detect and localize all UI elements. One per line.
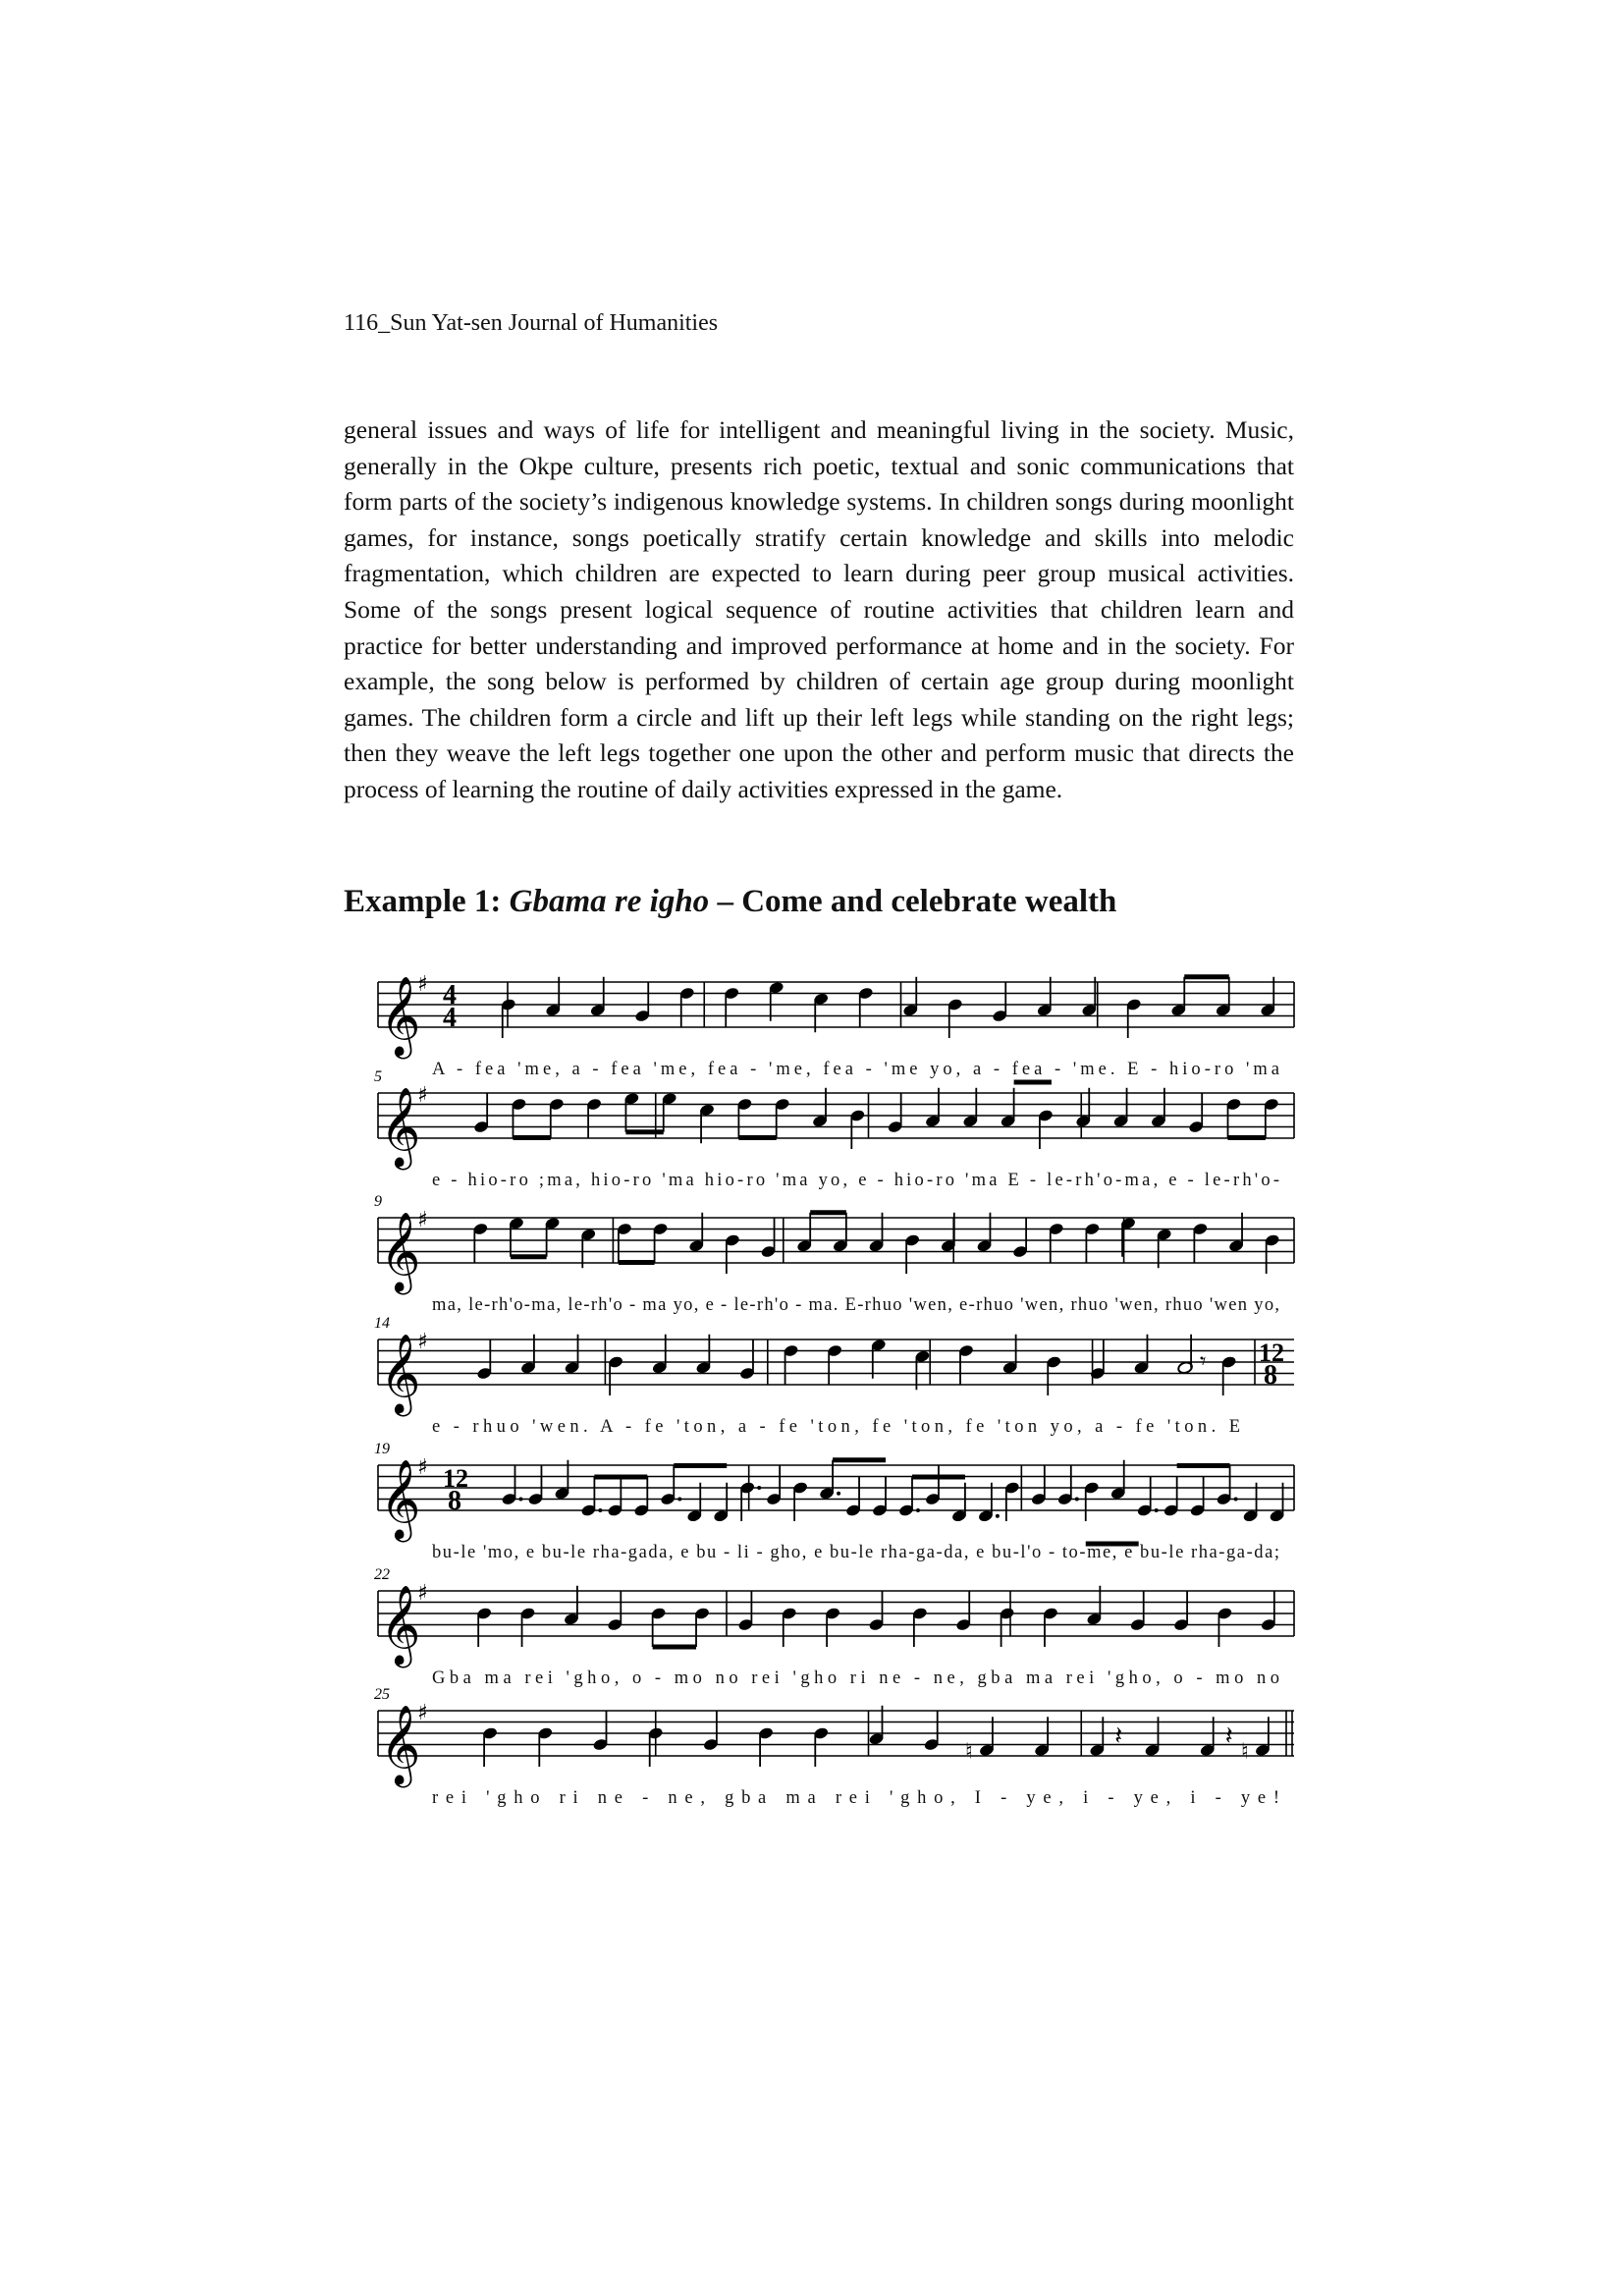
time-signature-top: 4 bbox=[443, 980, 457, 1011]
measure-number: 22 bbox=[374, 1566, 390, 1583]
lyrics-line: A - fea 'me, a - fea 'me, fea - 'me, fea - 'me yo, a - fea - 'me. E - hio-ro 'ma bbox=[432, 1060, 1279, 1079]
example-label: Example 1: bbox=[344, 884, 502, 919]
measure-number: 19 bbox=[374, 1441, 390, 1457]
treble-clef-icon: 𝄞 bbox=[380, 1086, 421, 1167]
staff-system bbox=[374, 1193, 1294, 1315]
example-title-rest: – Come and celebrate wealth bbox=[709, 884, 1117, 919]
time-signature-bottom: 8 bbox=[1264, 1360, 1277, 1391]
rest-icon: 𝄾 bbox=[1200, 1347, 1207, 1375]
rhythm-dot bbox=[598, 1508, 602, 1512]
staff-system bbox=[374, 1068, 1294, 1190]
body-paragraph: general issues and ways of life for intelligent and meaningful living in the society. Music, generally in the Okpe culture, presents rich poetic, textual and sonic communications that form parts of the society’s indigenous knowledge systems. In children songs during moonlight games, for instance, songs poetically stratify certain knowledge and skills into melodic fragmentation, which children are expected to learn during peer group musical activities. Some of the songs present logical sequence of routine activities that children learn and practice for better understanding and improved performance at home and in the society. For example, the song below is performed by children of certain age group during moonlight games. The children form a circle and lift up their left legs while standing on the right legs; then they weave the left legs together one upon the other and perform music that directs the process of learning the routine of daily activities expressed in the game. bbox=[344, 415, 1294, 803]
treble-clef-icon: 𝄞 bbox=[380, 1211, 421, 1291]
sharp-icon: ♯ bbox=[417, 1701, 428, 1725]
treble-clef-icon: 𝄞 bbox=[380, 1704, 421, 1784]
rhythm-dot bbox=[518, 1498, 522, 1502]
rhythm-dot bbox=[1155, 1508, 1159, 1512]
measure-number: 14 bbox=[374, 1315, 390, 1332]
staff-system bbox=[374, 1315, 1294, 1437]
measure-number: 9 bbox=[374, 1193, 382, 1210]
rhythm-dot bbox=[757, 1486, 761, 1490]
time-signature-top: 12 bbox=[1259, 1339, 1284, 1367]
sharp-icon: ♯ bbox=[417, 1330, 428, 1354]
rhythm-dot bbox=[916, 1508, 920, 1512]
rhythm-dot bbox=[1234, 1498, 1238, 1502]
staff-system bbox=[378, 972, 1294, 1079]
time-signature-top: 12 bbox=[443, 1464, 468, 1493]
sharp-icon: ♯ bbox=[417, 972, 428, 997]
staff-system bbox=[374, 1441, 1294, 1562]
sharp-icon: ♯ bbox=[417, 1208, 428, 1232]
time-signature-bottom: 8 bbox=[448, 1486, 461, 1516]
staff-system bbox=[374, 1686, 1294, 1808]
rhythm-dot bbox=[677, 1498, 681, 1502]
sharp-icon: ♯ bbox=[417, 1581, 428, 1606]
rhythm-dot bbox=[1075, 1498, 1079, 1502]
natural-icon: ♮ bbox=[1240, 1739, 1249, 1765]
rhythm-dot bbox=[996, 1514, 1000, 1518]
natural-icon: ♮ bbox=[964, 1739, 973, 1765]
measure-number: 25 bbox=[374, 1686, 390, 1703]
staff-system bbox=[374, 1566, 1294, 1688]
rest-icon: 𝄽 bbox=[1224, 1722, 1233, 1751]
treble-clef-icon: 𝄞 bbox=[380, 1584, 421, 1665]
treble-clef-icon: 𝄞 bbox=[380, 1333, 421, 1413]
rhythm-dot bbox=[837, 1492, 840, 1496]
treble-clef-icon: 𝄞 bbox=[380, 1458, 421, 1539]
lyrics-line: Gba ma rei 'gho, o - mo no rei 'gho ri ne - ne, gba ma rei 'gho, o - mo no bbox=[432, 1668, 1279, 1688]
time-signature-bottom: 4 bbox=[443, 1003, 457, 1033]
lyrics-line: ma, le-rh'o-ma, le-rh'o - ma yo, e - le-rh'o - ma. E-rhuo 'wen, e-rhuo 'wen, rhuo 'wen, rhuo 'wen yo, bbox=[432, 1295, 1279, 1315]
treble-clef-icon: 𝄞 bbox=[380, 975, 421, 1056]
running-header: 116_Sun Yat-sen Journal of Humanities bbox=[344, 310, 719, 336]
sharp-icon: ♯ bbox=[417, 1455, 428, 1480]
lyrics-line: bu-le 'mo, e bu-le rha-gada, e bu - li - gho, e bu-le rha-ga-da, e bu-l'o - to-me, e bu-le rha-ga-da; bbox=[432, 1543, 1280, 1562]
lyrics-line: rei 'gho ri ne - ne, gba ma rei 'gho, I - ye, i - ye, i - ye! bbox=[432, 1788, 1280, 1808]
example-title-italic: Gbama re igho bbox=[509, 884, 710, 919]
rest-icon: 𝄽 bbox=[1114, 1722, 1123, 1751]
sharp-icon: ♯ bbox=[417, 1083, 428, 1108]
measure-number: 5 bbox=[374, 1068, 382, 1085]
lyrics-line: e - hio-ro ;ma, hio-ro 'ma hio-ro 'ma yo, e - hio-ro 'ma E - le-rh'o-ma, e - le-rh'o- bbox=[432, 1171, 1279, 1190]
lyrics-line: e - rhuo 'wen. A - fe 'ton, a - fe 'ton, fe 'ton, fe 'ton yo, a - fe 'ton. E bbox=[432, 1417, 1240, 1437]
